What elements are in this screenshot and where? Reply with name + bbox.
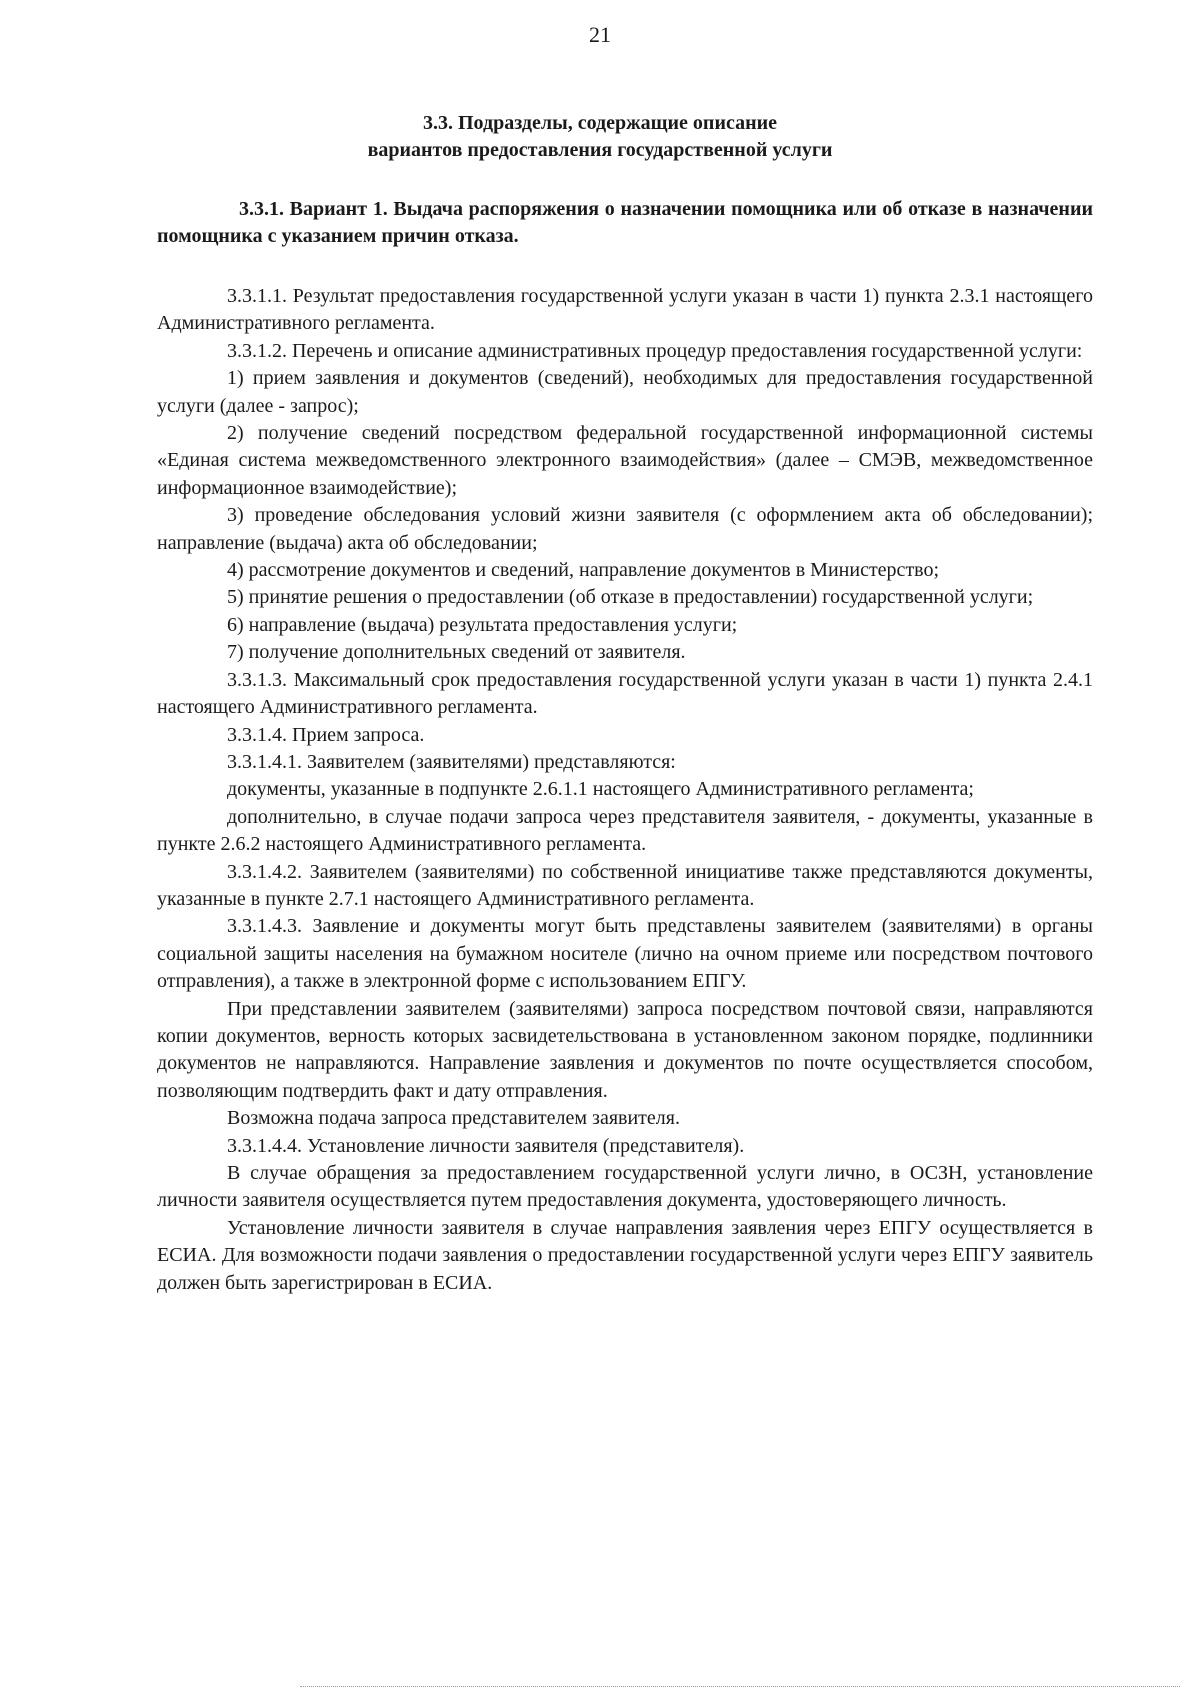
list-item-2: 2) получение сведений посредством федеральной государственной информационной системы «Единая система межведомственного электронного взаимодействия» (далее – СМЭВ, межведомственное информационное взаимодействие); xyxy=(157,422,1093,499)
paragraph-documents: документы, указанные в подпункте 2.6.1.1 настоящего Административного регламента; xyxy=(227,778,974,801)
list-item-6: 6) направление (выдача) результата предоставления услуги; xyxy=(227,613,738,636)
paragraph-3-3-1-2: 3.3.1.2. Перечень и описание административных процедур предоставления государственной услуги: xyxy=(227,339,1083,362)
paragraph-3-3-1-4-4: 3.3.1.4.4. Установление личности заявителя (представителя). xyxy=(227,1134,745,1157)
paragraph-representative: Возможна подача запроса представителем заявителя. xyxy=(227,1107,680,1130)
paragraph-postal: При представлении заявителем (заявителями) запроса посредством почтовой связи, направляются копии документов, верность которых засвидетельствована в установленном законом порядке, подлинники документов не направляются. Направление заявления и документов по почте осуществляется способом, позволяющим подтвердить факт и дату отправления. xyxy=(157,997,1093,1102)
section-heading-line-1: 3.3. Подразделы, содержащие описание xyxy=(422,112,778,134)
list-item-4: 4) рассмотрение документов и сведений, направление документов в Министерство; xyxy=(227,559,940,582)
subsection-heading: 3.3.1. Вариант 1. Выдача распоряжения о назначении помощника или об отказе в назначении помощника с указанием причин отказа. xyxy=(157,198,1093,247)
list-item-5: 5) принятие решения о предоставлении (об отказе в предоставлении) государственной услуги; xyxy=(227,586,1034,609)
paragraph-in-person: В случае обращения за предоставлением государственной услуги лично, в ОСЗН, установление личности заявителя осуществляется путем предоставления документа, удостоверяющего личность. xyxy=(157,1162,1093,1212)
body-text xyxy=(157,283,1093,1297)
page-number: 21 xyxy=(589,22,611,47)
list-item-1: 1) прием заявления и документов (сведений), необходимых для предоставления государственной услуги (далее - запрос); xyxy=(157,367,1093,417)
section-heading-line-2: вариантов предоставления государственной услуги xyxy=(367,139,833,161)
list-item-7: 7) получение дополнительных сведений от заявителя. xyxy=(227,641,686,664)
scan-edge-line xyxy=(300,1686,1180,1687)
paragraph-3-3-1-4-1: 3.3.1.4.1. Заявителем (заявителями) представляются: xyxy=(227,750,676,773)
paragraph-3-3-1-4: 3.3.1.4. Прием запроса. xyxy=(227,723,425,746)
paragraph-3-3-1-4-2: 3.3.1.4.2. Заявителем (заявителями) по собственной инициативе также представляются документы, указанные в пункте 2.7.1 настоящего Административного регламента. xyxy=(157,860,1093,910)
paragraph-3-3-1-3: 3.3.1.3. Максимальный срок предоставления государственной услуги указан в части 1) пункта 2.4.1 настоящего Административного регламента. xyxy=(157,668,1093,719)
paragraph-3-3-1-1: 3.3.1.1. Результат предоставления государственной услуги указан в части 1) пункта 2.3.1 настоящего Административного регламента. xyxy=(157,285,1093,335)
list-item-3: 3) проведение обследования условий жизни заявителя (с оформлением акта об обследовании); направление (выдача) акта об обследовании; xyxy=(157,504,1093,554)
paragraph-additionally: дополнительно, в случае подачи запроса через представителя заявителя, - документы, указанные в пункте 2.6.2 настоящего Административного регламента. xyxy=(157,805,1093,856)
paragraph-3-3-1-4-3: 3.3.1.4.3. Заявление и документы могут быть представлены заявителем (заявителями) в органы социальной защиты населения на бумажном носителе (лично на очном приеме или посредством почтового отправления), а также в электронной форме с использованием ЕПГУ. xyxy=(157,915,1093,993)
section-heading xyxy=(0,110,1200,164)
paragraph-epgu: Установление личности заявителя в случае направления заявления через ЕПГУ осуществляется в ЕСИА. Для возможности подачи заявления о предоставлении государственной услуги через ЕПГУ заявитель должен быть зарегистрирован в ЕСИА. xyxy=(157,1216,1093,1294)
